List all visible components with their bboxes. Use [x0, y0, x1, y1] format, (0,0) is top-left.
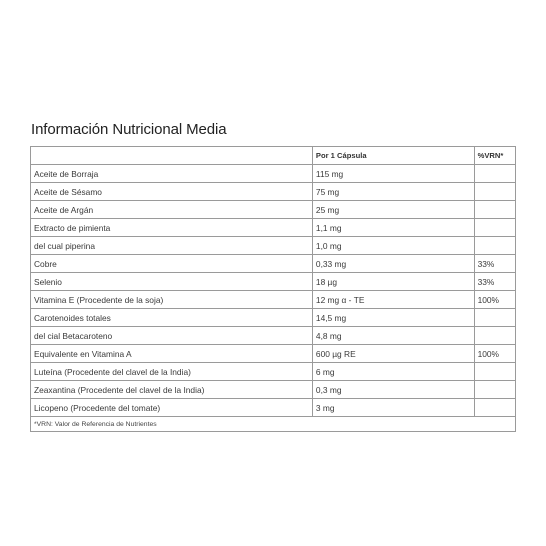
header-per-capsule: Por 1 Cápsula: [312, 147, 474, 165]
nutrient-name: del cial Betacaroteno: [31, 327, 313, 345]
nutrient-name: Carotenoides totales: [31, 309, 313, 327]
nutrient-amount: 1,1 mg: [312, 219, 474, 237]
nutrient-vrn: [474, 327, 515, 345]
nutrient-vrn: [474, 201, 515, 219]
nutrient-amount: 12 mg α - TE: [312, 291, 474, 309]
nutrient-name: Zeaxantina (Procedente del clavel de la India): [31, 381, 313, 399]
nutrient-amount: 25 mg: [312, 201, 474, 219]
header-vrn: %VRN*: [474, 147, 515, 165]
nutrient-vrn: 33%: [474, 255, 515, 273]
table-row: [31, 255, 516, 273]
table-row: [31, 237, 516, 255]
nutrient-amount: 75 mg: [312, 183, 474, 201]
nutrient-name: Licopeno (Procedente del tomate): [31, 399, 313, 417]
nutrient-vrn: [474, 165, 515, 183]
nutrient-vrn: [474, 237, 515, 255]
table-row: [31, 165, 516, 183]
nutrient-vrn: [474, 363, 515, 381]
nutrient-name: Extracto de pimienta: [31, 219, 313, 237]
nutrition-table: [30, 146, 516, 432]
nutrient-name: Aceite de Argán: [31, 201, 313, 219]
nutrient-name: Cobre: [31, 255, 313, 273]
nutrient-amount: 4,8 mg: [312, 327, 474, 345]
nutrient-name: Vitamina E (Procedente de la soja): [31, 291, 313, 309]
nutrient-name: del cual piperina: [31, 237, 313, 255]
nutrient-vrn: 100%: [474, 345, 515, 363]
nutrient-name: Aceite de Borraja: [31, 165, 313, 183]
table-header-row: [31, 147, 516, 165]
nutrient-amount: 14,5 mg: [312, 309, 474, 327]
nutrient-vrn: [474, 309, 515, 327]
table-row: [31, 363, 516, 381]
nutrient-vrn: 100%: [474, 291, 515, 309]
nutrient-amount: 600 µg RE: [312, 345, 474, 363]
nutrient-amount: 0,33 mg: [312, 255, 474, 273]
header-nutrient: [31, 147, 313, 165]
table-row: [31, 273, 516, 291]
nutrient-amount: 18 µg: [312, 273, 474, 291]
nutrient-name: Selenio: [31, 273, 313, 291]
nutrient-name: Equivalente en Vitamina A: [31, 345, 313, 363]
nutrient-vrn: [474, 381, 515, 399]
footnote-row: [31, 417, 516, 432]
table-row: [31, 327, 516, 345]
table-row: [31, 381, 516, 399]
nutrient-amount: 115 mg: [312, 165, 474, 183]
nutrient-amount: 6 mg: [312, 363, 474, 381]
nutrient-vrn: [474, 399, 515, 417]
page-title: Información Nutricional Media: [31, 121, 227, 138]
nutrient-amount: 1,0 mg: [312, 237, 474, 255]
table-row: [31, 219, 516, 237]
nutrient-amount: 0,3 mg: [312, 381, 474, 399]
table-row: [31, 183, 516, 201]
nutrient-amount: 3 mg: [312, 399, 474, 417]
table-row: [31, 345, 516, 363]
footnote: *VRN: Valor de Referencia de Nutrientes: [31, 417, 516, 432]
nutrient-name: Aceite de Sésamo: [31, 183, 313, 201]
nutrient-vrn: [474, 183, 515, 201]
table-row: [31, 399, 516, 417]
nutrient-vrn: [474, 219, 515, 237]
nutrient-vrn: 33%: [474, 273, 515, 291]
table-row: [31, 309, 516, 327]
nutrient-name: Luteína (Procedente del clavel de la India): [31, 363, 313, 381]
table-row: [31, 291, 516, 309]
table-row: [31, 201, 516, 219]
